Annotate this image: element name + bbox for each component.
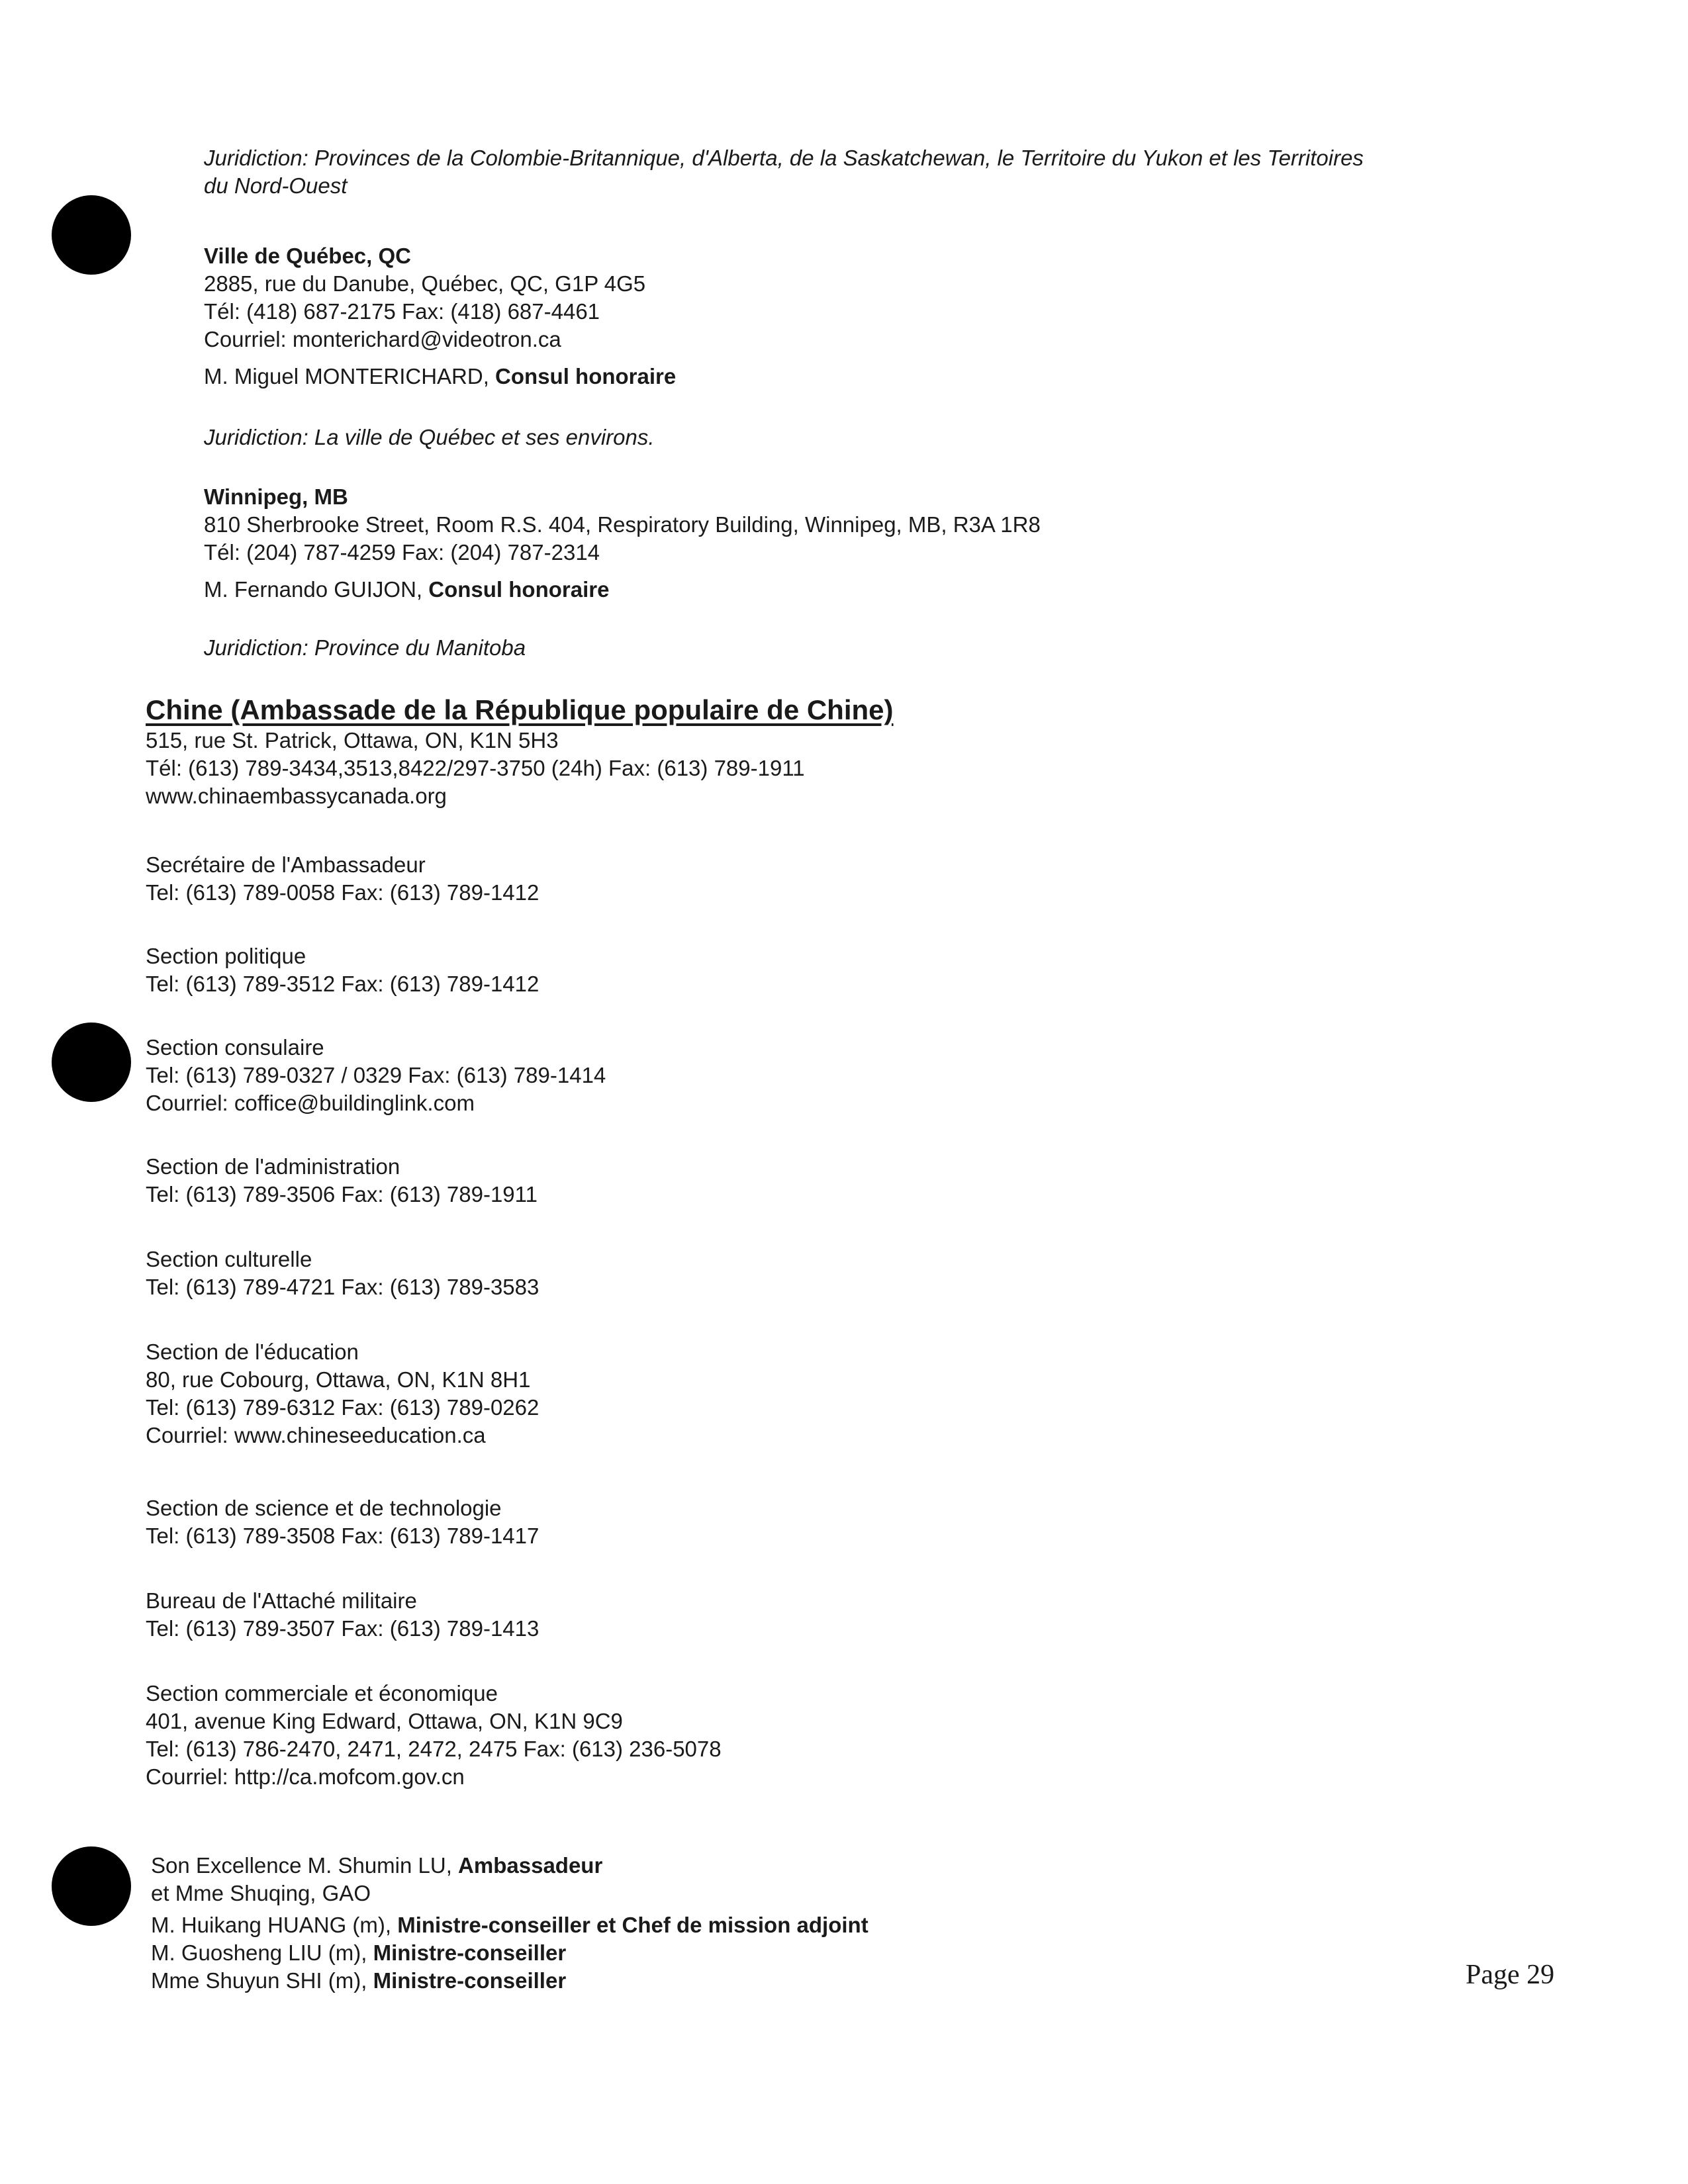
section-email: Courriel: http://ca.mofcom.gov.cn: [146, 1764, 465, 1789]
person-title: Consul honoraire: [495, 364, 677, 388]
quebec-entry: [204, 242, 676, 390]
staff-entry: [151, 1939, 868, 1967]
section-email: Courriel: coffice@buildinglink.com: [146, 1091, 475, 1115]
section-politique: [146, 942, 539, 998]
punch-hole-dot: [52, 1023, 131, 1102]
section-phone: Tel: (613) 789-3506 Fax: (613) 789-1911: [146, 1182, 538, 1206]
section-address: 80, rue Cobourg, Ottawa, ON, K1N 8H1: [146, 1367, 531, 1392]
staff-title: Ministre-conseiller: [373, 1940, 567, 1965]
staff-entry: [151, 1911, 868, 1939]
section-name: Section commerciale et économique: [146, 1681, 498, 1706]
juridiction-line: Juridiction: La ville de Québec et ses environs.: [204, 425, 655, 449]
page-number: Page 29: [1466, 1960, 1555, 1990]
juridiction-line: du Nord-Ouest: [204, 173, 348, 198]
staff-name: Son Excellence M. Shumin LU,: [151, 1853, 459, 1878]
punch-hole-dot: [52, 195, 131, 275]
section-name: Section culturelle: [146, 1247, 312, 1271]
section-commerciale: [146, 1680, 722, 1791]
section-secretaire: [146, 851, 539, 907]
top-juridiction: [204, 144, 1364, 200]
entry-person: [204, 363, 676, 390]
section-administration: [146, 1153, 538, 1208]
staff-title: Ministre-conseiller et Chef de mission adjoint: [397, 1913, 868, 1937]
section-phone: Tel: (613) 786-2470, 2471, 2472, 2475 Fax: (613) 236-5078: [146, 1737, 722, 1761]
section-name: Section consulaire: [146, 1035, 324, 1060]
staff-entry: [151, 1967, 868, 1995]
embassy-phone: Tél: (613) 789-3434,3513,8422/297-3750 (24h) Fax: (613) 789-1911: [146, 756, 805, 780]
entry-title: Ville de Québec, QC: [204, 244, 412, 268]
section-name: Section de science et de technologie: [146, 1496, 502, 1520]
section-culturelle: [146, 1246, 539, 1301]
section-attache-militaire: [146, 1587, 539, 1643]
person-name: M. Fernando GUIJON,: [204, 577, 429, 602]
staff-name: M. Huikang HUANG (m),: [151, 1913, 398, 1937]
section-phone: Tel: (613) 789-4721 Fax: (613) 789-3583: [146, 1275, 539, 1299]
staff-entry: [151, 1852, 868, 1880]
section-phone: Tel: (613) 789-3512 Fax: (613) 789-1412: [146, 972, 539, 996]
juridiction-line: Juridiction: Provinces de la Colombie-Britannique, d'Alberta, de la Saskatchewan, le Territoire du Yukon et les Territoires: [204, 146, 1364, 170]
section-name: Secrétaire de l'Ambassadeur: [146, 852, 426, 877]
staff-name: M. Guosheng LIU (m),: [151, 1940, 373, 1965]
entry-phone: Tél: (204) 787-4259 Fax: (204) 787-2314: [204, 540, 600, 565]
section-address: 401, avenue King Edward, Ottawa, ON, K1N 9C9: [146, 1709, 623, 1733]
winnipeg-entry: [204, 483, 1041, 604]
person-name: M. Miguel MONTERICHARD,: [204, 364, 496, 388]
entry-address: 2885, rue du Danube, Québec, QC, G1P 4G5: [204, 271, 646, 296]
section-name: Bureau de l'Attaché militaire: [146, 1588, 417, 1613]
embassy-website: www.chinaembassycanada.org: [146, 784, 447, 808]
entry-phone: Tél: (418) 687-2175 Fax: (418) 687-4461: [204, 299, 600, 324]
china-heading-block: [146, 694, 894, 810]
section-consulaire: [146, 1034, 606, 1117]
embassy-address: 515, rue St. Patrick, Ottawa, ON, K1N 5H3: [146, 728, 559, 752]
section-email: Courriel: www.chineseeducation.ca: [146, 1423, 486, 1447]
section-science: [146, 1494, 539, 1550]
punch-hole-dot: [52, 1846, 131, 1926]
section-phone: Tel: (613) 789-3507 Fax: (613) 789-1413: [146, 1616, 539, 1641]
section-name: Section de l'administration: [146, 1154, 400, 1179]
entry-person: [204, 576, 1041, 604]
entry-email: Courriel: monterichard@videotron.ca: [204, 327, 561, 351]
winnipeg-juridiction: [204, 634, 526, 662]
section-heading: Chine (Ambassade de la République populaire de Chine): [146, 694, 894, 725]
staff-title: Ambassadeur: [458, 1853, 603, 1878]
section-phone: Tel: (613) 789-3508 Fax: (613) 789-1417: [146, 1524, 539, 1548]
section-phone: Tel: (613) 789-0058 Fax: (613) 789-1412: [146, 880, 539, 905]
section-phone: Tel: (613) 789-6312 Fax: (613) 789-0262: [146, 1395, 539, 1420]
person-title: Consul honoraire: [428, 577, 610, 602]
entry-address: 810 Sherbrooke Street, Room R.S. 404, Respiratory Building, Winnipeg, MB, R3A 1R8: [204, 512, 1041, 537]
section-name: Section politique: [146, 944, 306, 968]
staff-list: [151, 1852, 868, 1995]
section-education: [146, 1338, 539, 1449]
staff-name: Mme Shuyun SHI (m),: [151, 1968, 373, 1993]
section-phone: Tel: (613) 789-0327 / 0329 Fax: (613) 789-1414: [146, 1063, 606, 1087]
quebec-juridiction: [204, 424, 655, 451]
staff-title: Ministre-conseiller: [373, 1968, 567, 1993]
entry-title: Winnipeg, MB: [204, 484, 348, 509]
juridiction-line: Juridiction: Province du Manitoba: [204, 635, 526, 660]
staff-entry: [151, 1880, 868, 1907]
staff-name: et Mme Shuqing, GAO: [151, 1881, 371, 1905]
section-name: Section de l'éducation: [146, 1340, 359, 1364]
